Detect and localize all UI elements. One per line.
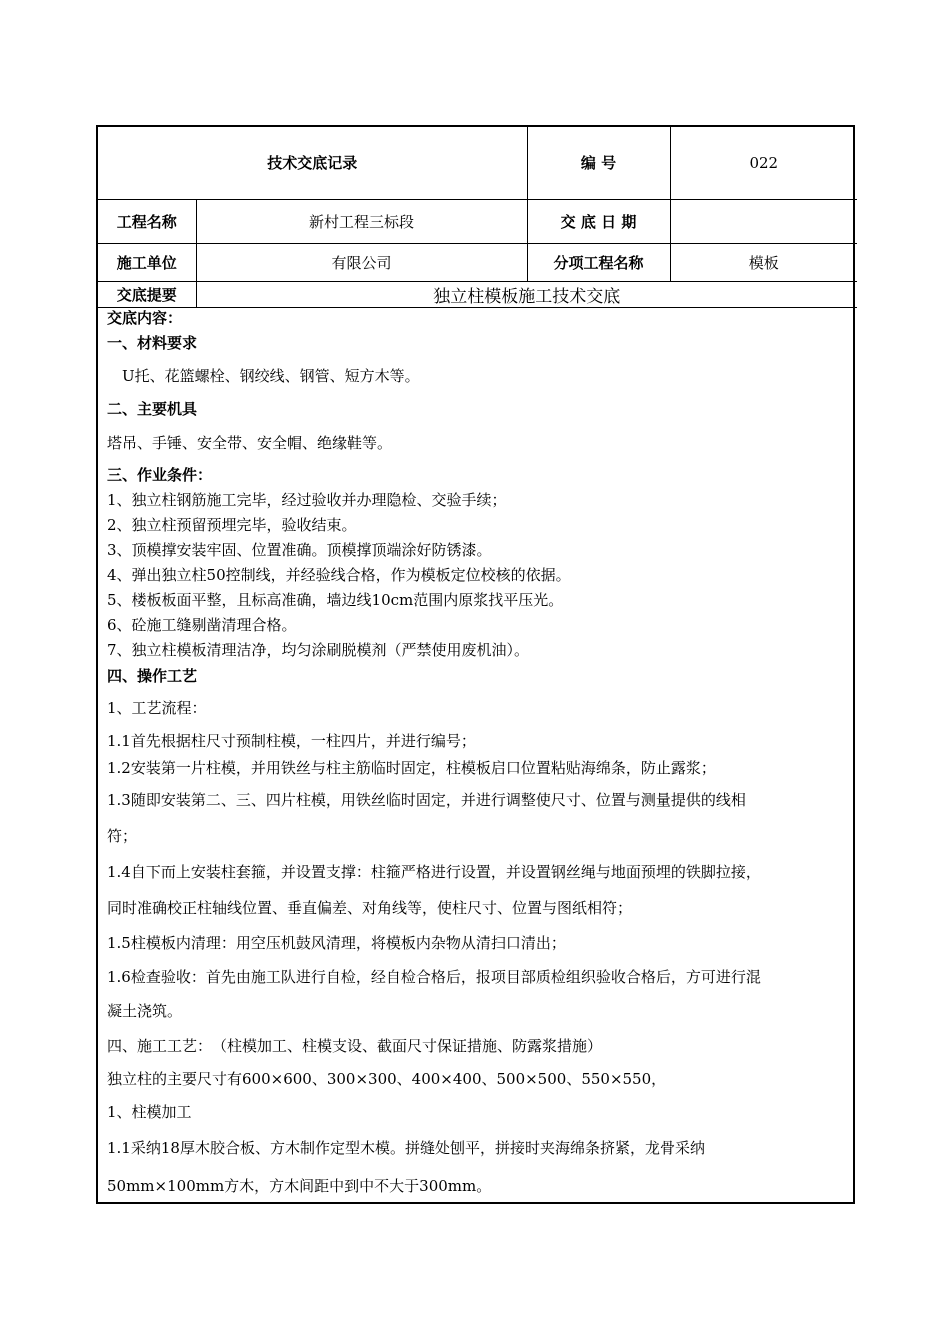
page-title: 技术交底记录 — [98, 127, 527, 199]
content-line: 同时准确校正柱轴线位置、垂直偏差、对角线等，使柱尺寸、位置与图纸相符； — [107, 899, 633, 917]
content-line: 独立柱的主要尺寸有600×600、300×300、400×400、500×500、550×550， — [107, 1070, 667, 1088]
content-line: 3、顶模撑安装牢固、位置准确。顶模撑顶端涂好防锈漆。 — [107, 541, 492, 559]
content-line: 四、施工工艺： （柱模加工、柱模支设、截面尺寸保证措施、防露浆措施） — [107, 1037, 603, 1055]
summary-label: 交底提要 — [98, 281, 196, 307]
date-label: 交 底 日 期 — [527, 199, 670, 243]
number-value: 022 — [670, 127, 857, 199]
date-value — [670, 199, 857, 243]
content-line: 1.1首先根据柱尺寸预制柱模，一柱四片，并进行编号； — [107, 732, 476, 750]
record-sheet — [96, 125, 855, 1204]
content-line: 1、独立柱钢筋施工完毕，经过验收并办理隐检、交验手续； — [107, 491, 507, 509]
content-line: 4、弹出独立柱50控制线，并经验线合格，作为模板定位校核的依据。 — [107, 566, 571, 584]
content-line: 1.5柱模板内清理：用空压机鼓风清理，将模板内杂物从清扫口清出； — [107, 934, 566, 952]
project-label: 工程名称 — [98, 199, 196, 243]
content-body — [98, 307, 853, 1205]
content-line: U托、花篮螺栓、钢绞线、钢管、短方木等。 — [107, 367, 420, 385]
content-line: 2、独立柱预留预埋完毕，验收结束。 — [107, 516, 357, 534]
section-heading: 二、主要机具 — [107, 400, 198, 418]
content-line: 1.6检查验收：首先由施工队进行自检，经自检合格后，报项目部质检组织验收合格后，方可进行混 — [107, 968, 761, 986]
sub-value: 模板 — [670, 243, 857, 281]
section-heading: 三、作业条件： — [107, 466, 213, 484]
content-line: 1.2安装第一片柱模，并用铁丝与柱主筋临时固定，柱模板启口位置粘贴海绵条，防止露浆； — [107, 759, 716, 777]
project-value: 新村工程三标段 — [196, 199, 527, 243]
content-line: 1.1采纳18厚木胶合板、方木制作定型木模。拼缝处刨平，拼接时夹海绵条挤紧，龙骨采纳 — [107, 1139, 705, 1157]
header-table — [98, 127, 857, 308]
number-label: 编 号 — [527, 127, 670, 199]
content-line: 1.4自下而上安装柱套箍，并设置支撑：柱箍严格进行设置，并设置钢丝绳与地面预埋的铁脚拉接， — [107, 863, 761, 881]
summary-value: 独立柱模板施工技术交底 — [196, 281, 857, 307]
content-line: 1.3随即安装第二、三、四片柱模，用铁丝临时固定，并进行调整使尺寸、位置与测量提供的线相 — [107, 791, 746, 809]
content-line: 1、工艺流程： — [107, 699, 207, 717]
section-heading: 一、材料要求 — [107, 334, 198, 352]
section-heading: 四、操作工艺 — [107, 667, 198, 685]
unit-value: 有限公司 — [196, 243, 527, 281]
content-line: 1、柱模加工 — [107, 1103, 192, 1121]
content-line: 符； — [107, 827, 138, 845]
content-line: 5、楼板板面平整，且标高准确，墙边线10cm范围内原浆找平压光。 — [107, 591, 564, 609]
unit-label: 施工单位 — [98, 243, 196, 281]
content-label: 交底内容： — [107, 309, 183, 327]
content-line: 塔吊、手锤、安全带、安全帽、绝缘鞋等。 — [107, 434, 393, 452]
content-line: 6、砼施工缝剔凿清理合格。 — [107, 616, 297, 634]
content-line: 凝土浇筑。 — [107, 1002, 183, 1020]
sub-label: 分项工程名称 — [527, 243, 670, 281]
content-line: 50mm×100mm方木，方木间距中到中不大于300mm。 — [107, 1177, 492, 1195]
content-line: 7、独立柱模板清理洁净，均匀涂刷脱模剂（严禁使用废机油）。 — [107, 641, 530, 659]
